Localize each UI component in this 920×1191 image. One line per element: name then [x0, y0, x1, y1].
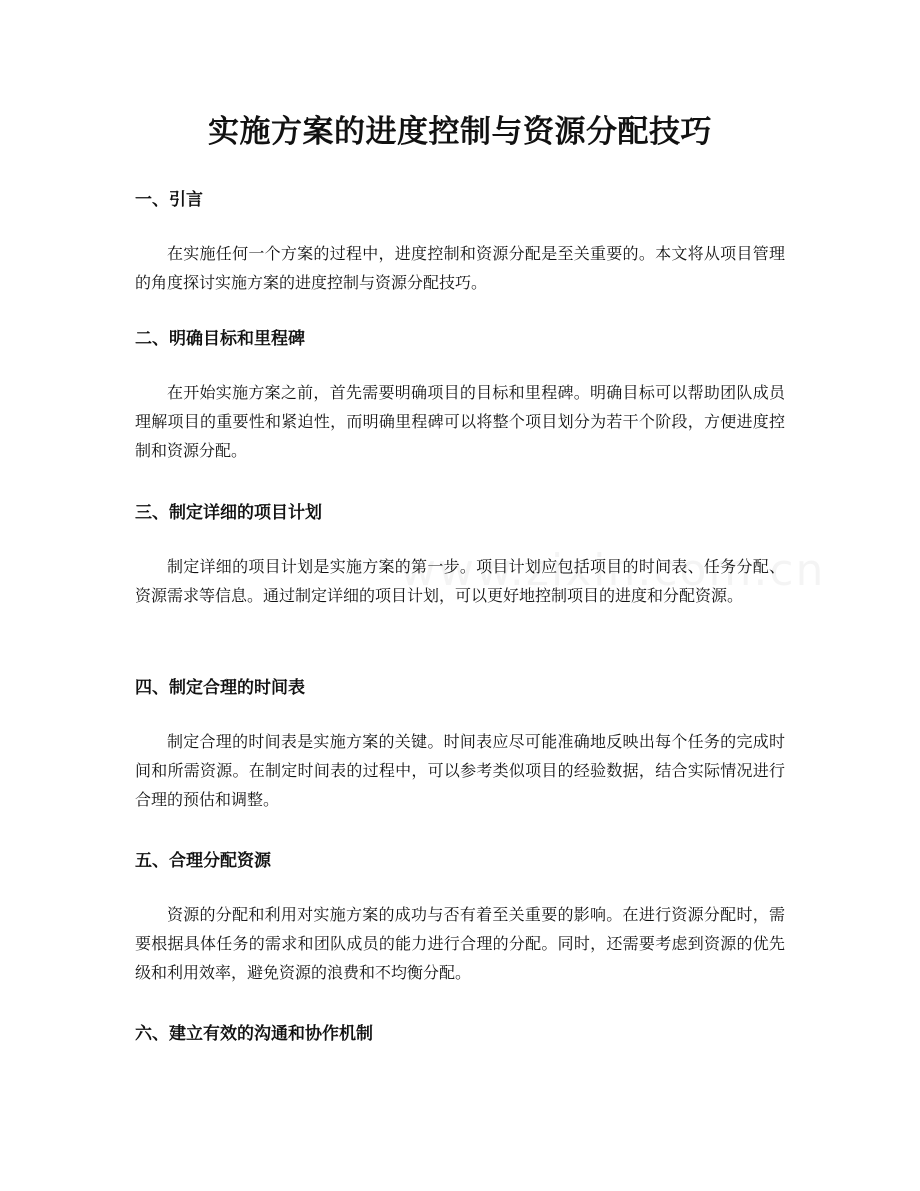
section-heading: 五、合理分配资源 [135, 851, 271, 871]
section-heading: 一、引言 [135, 190, 203, 210]
section-resource-allocation [135, 848, 785, 987]
section-heading: 二、明确目标和里程碑 [135, 329, 305, 349]
document-title: 实施方案的进度控制与资源分配技巧 [208, 114, 712, 150]
section-heading: 六、建立有效的沟通和协作机制 [135, 1024, 373, 1044]
section-heading: 四、制定合理的时间表 [135, 678, 305, 698]
section-introduction [135, 187, 785, 297]
section-paragraph: 在实施任何一个方案的过程中，进度控制和资源分配是至关重要的。本文将从项目管理的角度探讨实施方案的进度控制与资源分配技巧。 [135, 244, 785, 292]
section-paragraph: 资源的分配和利用对实施方案的成功与否有着至关重要的影响。在进行资源分配时，需要根据具体任务的需求和团队成员的能力进行合理的分配。同时，还需要考虑到资源的优先级和利用效率，避免资源的浪费和不均衡分配。 [135, 905, 785, 982]
section-communication [135, 1021, 785, 1047]
section-project-plan [135, 500, 785, 610]
section-paragraph: 制定合理的时间表是实施方案的关键。时间表应尽可能准确地反映出每个任务的完成时间和所需资源。在制定时间表的过程中，可以参考类似项目的经验数据，结合实际情况进行合理的预估和调整。 [135, 732, 785, 809]
section-paragraph: 在开始实施方案之前，首先需要明确项目的目标和里程碑。明确目标可以帮助团队成员理解项目的重要性和紧迫性，而明确里程碑可以将整个项目划分为若干个阶段，方便进度控制和资源分配。 [135, 383, 785, 460]
section-goals-milestones [135, 326, 785, 465]
section-paragraph: 制定详细的项目计划是实施方案的第一步。项目计划应包括项目的时间表、任务分配、资源需求等信息。通过制定详细的项目计划，可以更好地控制项目的进度和分配资源。 [135, 557, 785, 605]
section-heading: 三、制定详细的项目计划 [135, 503, 322, 523]
section-timeline [135, 675, 785, 814]
